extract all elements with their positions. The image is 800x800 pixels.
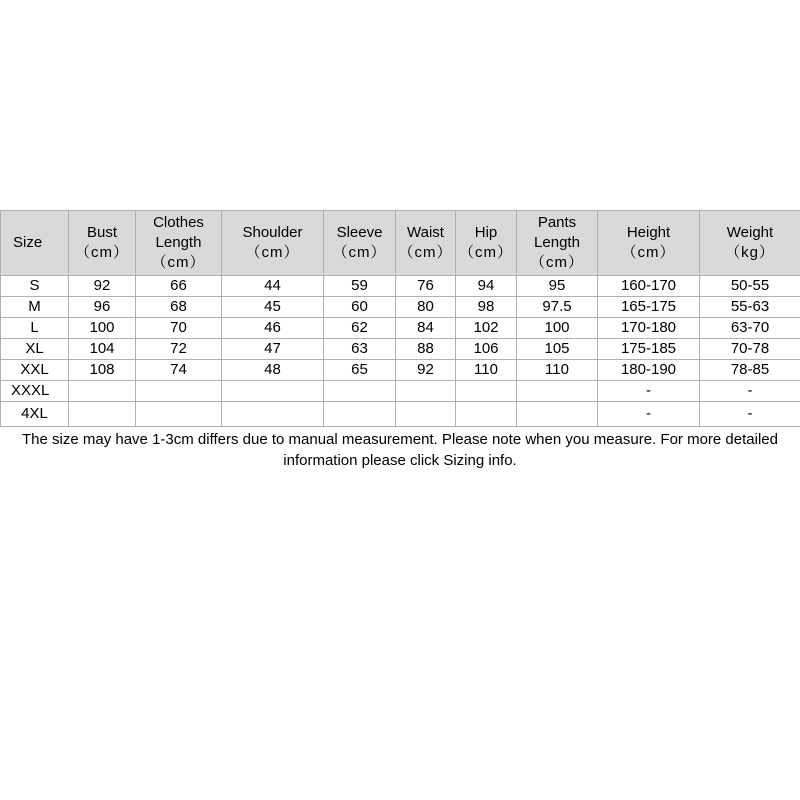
table-cell: 80 — [396, 297, 456, 318]
table-cell: 100 — [69, 318, 136, 339]
table-cell: 160-170 — [598, 276, 700, 297]
table-row — [1, 339, 800, 360]
header-hip: Hip （cm） — [456, 211, 517, 276]
table-cell: 170-180 — [598, 318, 700, 339]
table-cell: 104 — [69, 339, 136, 360]
table-cell: 84 — [396, 318, 456, 339]
size-chart-table — [0, 210, 800, 427]
table-cell: XL — [1, 339, 69, 360]
table-cell: 92 — [69, 276, 136, 297]
unit-label: （cm） — [245, 244, 300, 261]
header-row — [1, 211, 800, 276]
table-cell — [517, 381, 598, 402]
table-cell: 72 — [136, 339, 222, 360]
table-cell — [456, 402, 517, 427]
table-cell: 59 — [324, 276, 396, 297]
table-cell: 76 — [396, 276, 456, 297]
table-cell — [69, 402, 136, 427]
table-cell: 62 — [324, 318, 396, 339]
table-cell: 70-78 — [700, 339, 800, 360]
table-cell — [396, 402, 456, 427]
unit-label: （cm） — [530, 254, 584, 271]
table-cell: 47 — [222, 339, 324, 360]
table-cell: - — [598, 402, 700, 427]
table-cell: 63-70 — [700, 318, 800, 339]
table-row — [1, 297, 800, 318]
header-weight: Weight （kg） — [700, 211, 800, 276]
table-cell: 97.5 — [517, 297, 598, 318]
header-sleeve: Sleeve （cm） — [324, 211, 396, 276]
table-row — [1, 318, 800, 339]
table-cell: 96 — [69, 297, 136, 318]
table-cell: 92 — [396, 360, 456, 381]
table-cell: - — [700, 381, 800, 402]
table-cell: 105 — [517, 339, 598, 360]
table-cell: 102 — [456, 318, 517, 339]
table-cell — [222, 381, 324, 402]
table-cell: 98 — [456, 297, 517, 318]
table-cell: L — [1, 318, 69, 339]
table-cell: XXL — [1, 360, 69, 381]
table-cell: 4XL — [1, 402, 69, 427]
header-height: Height （cm） — [598, 211, 700, 276]
unit-label: （cm） — [459, 244, 513, 261]
unit-label: （kg） — [725, 244, 775, 261]
table-cell: 74 — [136, 360, 222, 381]
table-cell: 94 — [456, 276, 517, 297]
unit-label: （cm） — [151, 254, 206, 271]
header-waist: Waist （cm） — [396, 211, 456, 276]
unit-label: （cm） — [398, 244, 453, 261]
unit-label: （cm） — [75, 244, 129, 261]
table-cell: 78-85 — [700, 360, 800, 381]
table-cell: - — [598, 381, 700, 402]
table-cell: 65 — [324, 360, 396, 381]
table-cell: S — [1, 276, 69, 297]
table-cell: - — [700, 402, 800, 427]
table-cell: 175-185 — [598, 339, 700, 360]
unit-label: （cm） — [332, 244, 387, 261]
table-cell: 100 — [517, 318, 598, 339]
table-cell: 180-190 — [598, 360, 700, 381]
table-row — [1, 381, 800, 402]
table-cell: 110 — [517, 360, 598, 381]
table-cell — [222, 402, 324, 427]
table-cell: 106 — [456, 339, 517, 360]
table-cell — [456, 381, 517, 402]
unit-label: （cm） — [621, 244, 676, 261]
header-shoulder: Shoulder （cm） — [222, 211, 324, 276]
table-cell — [324, 381, 396, 402]
table-cell: 108 — [69, 360, 136, 381]
table-cell: 55-63 — [700, 297, 800, 318]
header-clothes-length: Clothes Length （cm） — [136, 211, 222, 276]
table-cell: 48 — [222, 360, 324, 381]
table-cell: 88 — [396, 339, 456, 360]
table-cell: 70 — [136, 318, 222, 339]
table-cell: 165-175 — [598, 297, 700, 318]
header-pants-length: Pants Length （cm） — [517, 211, 598, 276]
table-cell: 44 — [222, 276, 324, 297]
table-cell: 60 — [324, 297, 396, 318]
table-cell — [396, 381, 456, 402]
table-cell: 50-55 — [700, 276, 800, 297]
table-cell: 110 — [456, 360, 517, 381]
table-row — [1, 360, 800, 381]
table-cell: 46 — [222, 318, 324, 339]
table-cell: M — [1, 297, 69, 318]
table-cell: 63 — [324, 339, 396, 360]
table-cell: XXXL — [1, 381, 69, 402]
header-size: Size — [1, 211, 69, 276]
table-cell — [324, 402, 396, 427]
table-cell — [517, 402, 598, 427]
table-cell: 68 — [136, 297, 222, 318]
header-bust: Bust （cm） — [69, 211, 136, 276]
table-cell: 95 — [517, 276, 598, 297]
table-cell — [136, 402, 222, 427]
table-row — [1, 276, 800, 297]
table-cell: 66 — [136, 276, 222, 297]
table-row — [1, 402, 800, 427]
table-cell — [69, 381, 136, 402]
measurement-note: The size may have 1-3cm differs due to manual measurement. Please note when you measure. For more detailed information please click Sizing info. — [22, 431, 778, 469]
table-cell: 45 — [222, 297, 324, 318]
table-cell — [136, 381, 222, 402]
